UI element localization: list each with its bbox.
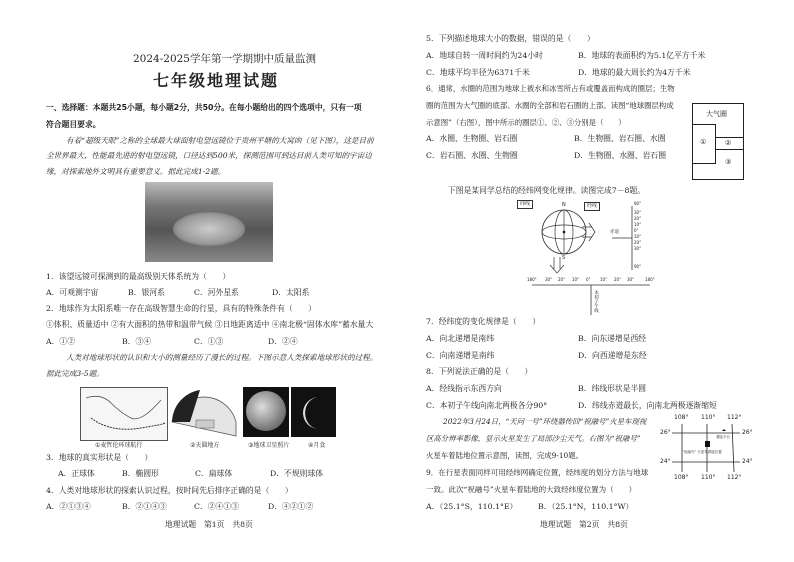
latitude-tick-label: 90° [634,264,642,269]
image-caption: ④月食 [308,442,326,449]
option-c: C．本初子午线向南北两极各分90° [426,401,548,410]
intro-paragraph: 据此完成3-5题。 [46,369,104,378]
lat-label: 24° [742,458,753,465]
question-7: 7．经纬度的变化规律是（ ） [426,317,541,326]
option-a: A．经线指示东西方向 [426,384,502,393]
option-b: B．地球的表面积约为5.1亿平方千米 [578,51,706,60]
exam-title: 七年级地理试题 [153,71,280,90]
layer-1-label: ① [700,138,707,146]
world-map-image [80,387,168,441]
latitude-tick-label: 90° [634,201,642,206]
lat-label: 24° [660,458,671,465]
option-a: A．②①③④ [46,502,91,511]
option-d: D．生物圈、水圈、岩石圈 [574,151,667,160]
option-b: B．②①④③ [122,502,167,511]
lat-label: 26° [742,429,753,436]
image-caption: ①麦哲伦环球航行 [95,442,143,449]
question-6: 6．通常，水圈的范围为地球上被水和冰雪所占有或覆盖而构成的圈层；生物 [426,84,675,93]
longitude-tick-label: 20° [614,277,622,282]
longitude-line-label: 经线 [584,202,600,211]
intro-9-10: 2022年3月24日，“天问一号”环绕器传回“祝融号”火星车现视 [443,417,647,426]
option-a: A．（25.1°S，110.1°E） [426,502,518,511]
question-6: 示意图”（右图），图中所示的圈层①、②、③分别是（ ） [426,118,626,127]
option-c: C．地球平均半径为6371千米 [426,68,530,77]
option-a: A．向北递增是南纬 [426,334,495,343]
latitude-line-label: 纬线 [517,200,533,209]
intro-paragraph: 缘，对探索地外文明具有重要意义。据此完成1-2题。 [46,167,226,176]
longitude-tick-label: 30° [545,277,553,282]
longitude-tick-label: 30° [627,277,635,282]
option-a: A．①② [46,337,76,346]
image-caption: ③地球卫星照片 [248,442,290,449]
lat-label: 26° [660,429,671,436]
option-d: D．纬线赤道最长，向南北两极逐渐缩短 [578,401,717,410]
option-d: D．地球的最大周长约为4万千米 [578,68,691,77]
north-label: N [562,202,566,208]
prime-meridian-label: 本初子午线 [593,290,599,313]
longitude-tick-label: 180° [527,277,537,282]
option-c: C．扁球体 [195,469,233,478]
option-b: B．银河系 [128,288,165,297]
option-a: A．地球自转一周时间约为24小时 [426,51,543,60]
section-instructions: 一、选择题：本题共25小题，每小题2分，共50分。在每小题给出的四个选项中，只有一项 [46,103,362,112]
sphere-diagram [692,103,744,180]
longitude-tick-label: 20° [558,277,566,282]
option-d: D．②④ [268,337,298,346]
mars-landing-map [660,412,755,484]
landing-site-label: “祝融号” 火星车着陆位置 [682,450,722,454]
question-3: 3．地球的真实形状是（ ） [46,453,153,462]
section-instructions-2: 符合题目要求。 [46,120,101,129]
option-b: B．（25.1°N，110.1°W） [538,502,634,511]
layer-2-label: ② [725,139,732,147]
question-2-items: ①体积、质量适中 ②有大面积的热带和温带气候 ③日地距离适中 ④南北极“固体水库”蓄水量大 [46,320,374,329]
latitude-tick-label: 10° [634,234,642,239]
platform-label: 着陆平台 [716,435,730,439]
question-4: 4．人类对地球形状的探索认识过程，按时间先后排序正确的是（ ） [46,486,293,495]
graticule-diagram [520,200,660,315]
latitude-tick-label: 0° [634,228,639,233]
earth-satellite-image [243,387,289,437]
intro-7-8: 下图是某同学总结的经纬网变化规律。读图完成7－8题。 [448,186,646,195]
longitude-tick-label: 10° [572,277,580,282]
question-2: 2．地球作为太阳系唯一存在高级智慧生命的行星，具有的特殊条件有（ ） [46,304,317,313]
longitude-tick-label: 0° [586,277,591,282]
lon-label: 112° [727,414,742,421]
option-d: D．向西递增是东经 [578,351,647,360]
question-9: 一致。此次“祝融号”火星车着陆地的大致经纬度位置为（ ） [426,485,637,494]
option-d: D．④②①② [268,502,314,511]
option-c: C．河外星系 [194,288,239,297]
longitude-tick-label: 180° [645,277,655,282]
page-footer: 地理试题 第2页 共8页 [540,520,628,529]
latitude-tick-label: 20° [634,240,642,245]
option-b: B．生物圈、岩石圈、水圈 [574,134,666,143]
option-b: B．椭圆形 [122,469,159,478]
south-label: S [562,255,566,261]
option-c: C．向南递增是南纬 [426,351,495,360]
option-c: C．岩石圈、水圈、生物圈 [426,151,518,160]
intro-9-10: 区高分辨率影像，显示火星发生了局部沙尘天气。右图为“祝融号” [426,434,641,443]
option-c: C．②④①③ [194,502,239,511]
image-caption: ②天圆地方 [190,442,220,449]
intro-9-10: 火星车着陆地位置示意图，读图，完成9-10题。 [426,451,584,460]
lunar-eclipse-image [291,387,336,437]
lon-label: 110° [701,474,716,481]
option-a: A．正球体 [58,469,95,478]
latitude-tick-label: 10° [634,222,642,227]
exam-subtitle: 2024-2025学年第一学期期中质量监测 [133,53,316,65]
question-5: 5．下列描述地球大小的数据，错误的是（ ） [426,34,595,43]
telescope-photo [145,182,273,262]
latitude-tick-label: 20° [634,216,642,221]
intro-paragraph: 全世界最大、性能最先进的射电望远镜，口径达到500米，探测范围可到达目前人类可知的宇宙边 [46,151,372,160]
lon-label: 108° [674,474,689,481]
page-footer: 地理试题 第1页 共8页 [165,520,253,529]
longitude-tick-label: 10° [600,277,608,282]
latitude-tick-label: 30° [634,246,642,251]
lon-label: 112° [727,474,742,481]
layer-3-label: ③ [725,158,732,166]
option-a: A．水圈、生物圈、岩石圈 [426,134,518,143]
option-b: B．③④ [122,337,152,346]
option-b: B．纬线形状是半圆 [578,384,647,393]
lon-label: 108° [674,414,689,421]
lon-label: 110° [701,414,716,421]
option-b: B．向东递增是西经 [578,334,647,343]
question-8: 8．下列说法正确的是（ ） [426,367,533,376]
intro-paragraph: 人类对地球形状的认识和大小的测量经历了漫长的过程。下图示意人类探索地球形状的过程。 [66,353,378,362]
option-d: D．太阳系 [272,288,310,297]
latitude-tick-label: 30° [634,210,642,215]
option-a: A．可观测宇宙 [46,288,99,297]
intro-paragraph: 有着“超级天眼”之称的全球最大球面射电望远镜位于贵州平塘的大窝凼（见下图），这是目前 [66,136,374,145]
atmosphere-label: 大气圈 [706,110,727,118]
equator-label: 赤道 [610,230,619,235]
question-9: 9．在行星表面同样可用经纬网确定位置，经纬度的划分方法与地球 [426,468,649,477]
question-1: 1．该望远镜可探测到的最高级别天体系统为（ ） [46,272,231,281]
option-d: D．不规则球体 [270,469,324,478]
dome-sky-image [170,386,238,440]
question-6: 圈的范围为大气圈的底部、水圈的全部和岩石圈的上部。读图“地球圈层构成 [426,101,674,110]
option-c: C．①③ [194,337,224,346]
